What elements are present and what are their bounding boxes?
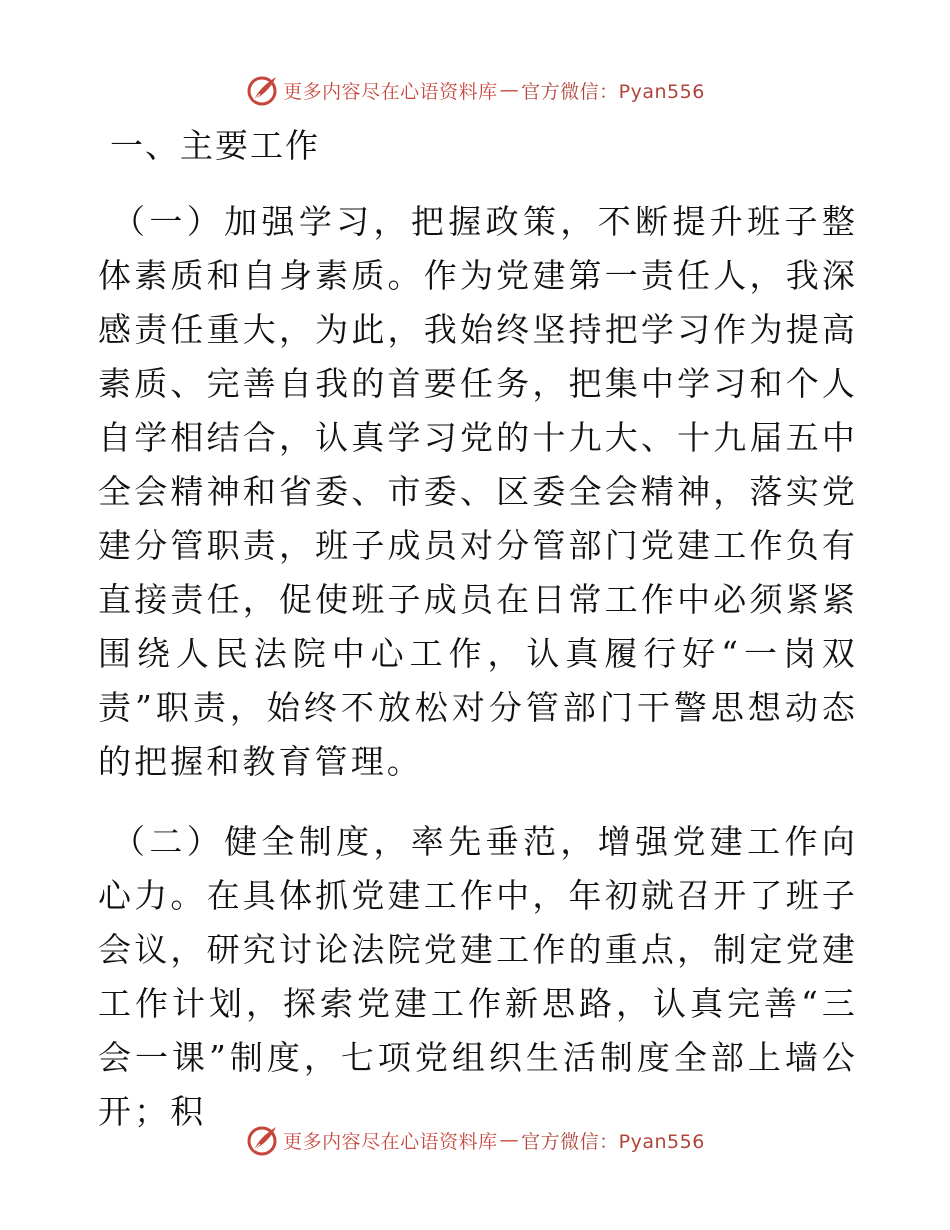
feather-quill-icon	[245, 73, 279, 107]
document-body	[98, 122, 858, 1139]
section-heading: 一、主要工作	[110, 126, 320, 165]
feather-quill-icon	[245, 1123, 279, 1157]
paragraph-2: （二）健全制度，率先垂范，增强党建工作向心力。在具体抓党建工作中，年初就召开了班子会议，研究讨论法院党建工作的重点，制定党建工作计划，探索党建工作新思路，认真完善“三会一课”制度，七项党组织生活制度全部上墙公开；积	[98, 822, 858, 1131]
watermark-separator: —	[499, 79, 520, 101]
watermark-right-text: 官方微信：Pyan556	[521, 1130, 705, 1153]
paragraph-1: （一）加强学习，把握政策，不断提升班子整体素质和自身素质。作为党建第一责任人，我深感责任重大，为此，我始终坚持把学习作为提高素质、完善自我的首要任务，把集中学习和个人自学相结合，认真学习党的十九大、十九届五中全会精神和省委、市委、区委全会精神，落实党建分管职责，班子成员对分管部门党建工作负有直接责任，促使班子成员在日常工作中必须紧紧围绕人民法院中心工作，认真履行好“一岗双责”职责，始终不放松对分管部门干警思想动态的把握和教育管理。	[98, 202, 858, 781]
watermark-left-text: 更多内容尽在心语资料库	[283, 1130, 498, 1153]
watermark-separator: —	[499, 1129, 520, 1151]
watermark-header	[0, 73, 950, 107]
watermark-left-text: 更多内容尽在心语资料库	[283, 80, 498, 103]
watermark-right-text: 官方微信：Pyan556	[521, 80, 705, 103]
watermark-footer	[0, 1123, 950, 1157]
